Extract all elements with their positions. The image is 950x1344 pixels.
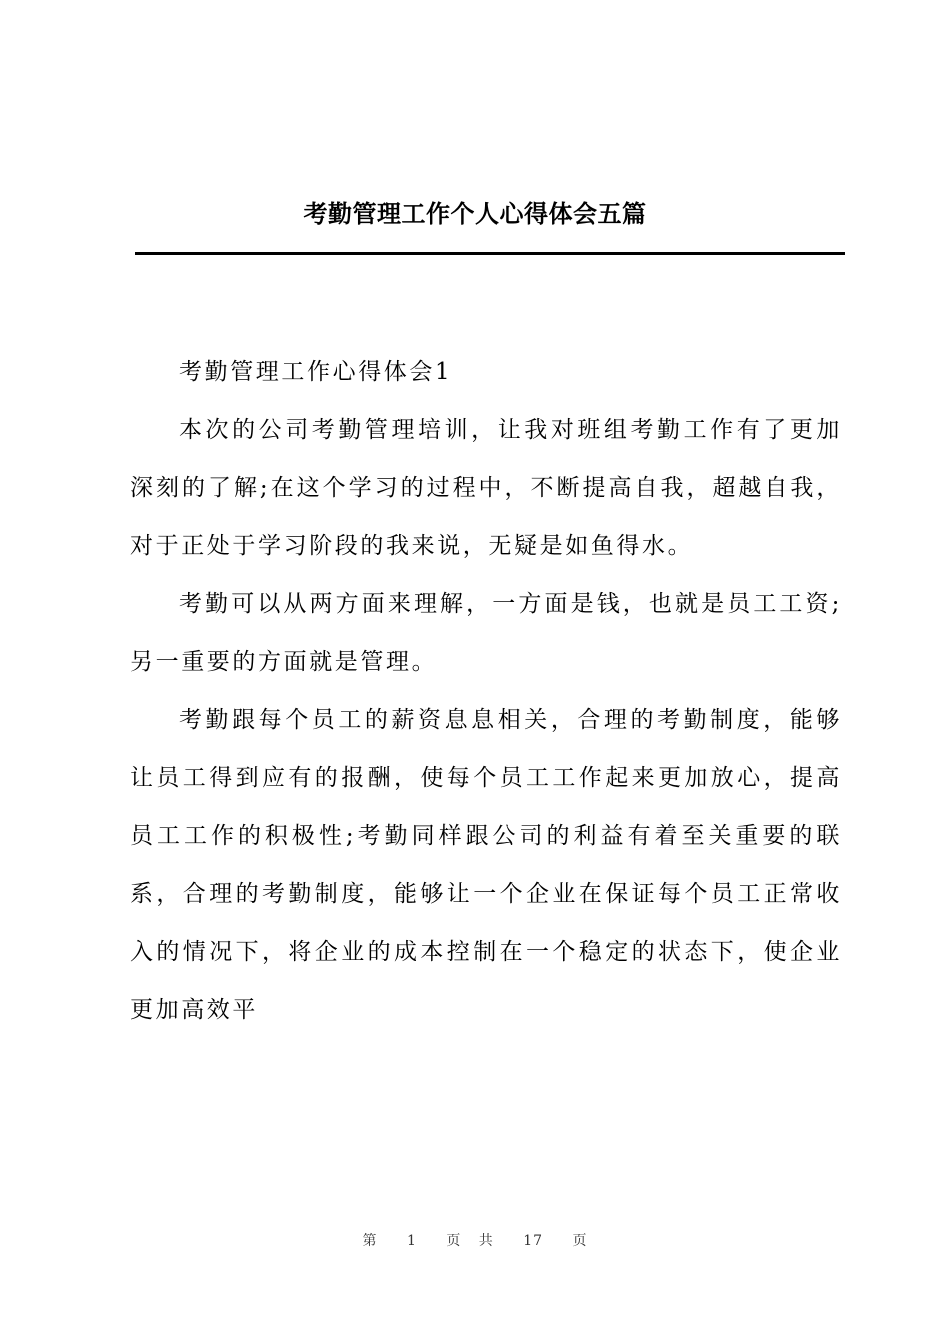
title-underline-rule xyxy=(135,252,845,255)
footer-mid: 页 共 xyxy=(446,1233,494,1249)
section-heading: 考勤管理工作心得体会1 xyxy=(179,359,453,385)
footer-current-page: 1 xyxy=(406,1233,417,1249)
paragraph-2: 考勤可以从两方面来理解，一方面是钱，也就是员工工资;另一重要的方面就是管理。 xyxy=(130,591,842,675)
footer-prefix: 第 xyxy=(362,1233,378,1249)
page-number-footer xyxy=(0,1230,950,1250)
paragraph-3: 考勤跟每个员工的薪资息息相关，合理的考勤制度，能够让员工得到应有的报酬，使每个员工工作起来更加放心，提高员工工作的积极性;考勤同样跟公司的利益有着至关重要的联系，合理的考勤制度，能够让一个企业在保证每个员工正常收入的情况下，将企业的成本控制在一个稳定的状态下，使企业更加高效平 xyxy=(130,707,842,1023)
footer-total-pages: 17 xyxy=(523,1233,544,1249)
document-title: 考勤管理工作个人心得体会五篇 xyxy=(303,199,647,228)
paragraph-1: 本次的公司考勤管理培训，让我对班组考勤工作有了更加深刻的了解;在这个学习的过程中，不断提高自我，超越自我，对于正处于学习阶段的我来说，无疑是如鱼得水。 xyxy=(130,417,842,559)
document-body xyxy=(130,343,842,1039)
footer-suffix: 页 xyxy=(572,1233,588,1249)
